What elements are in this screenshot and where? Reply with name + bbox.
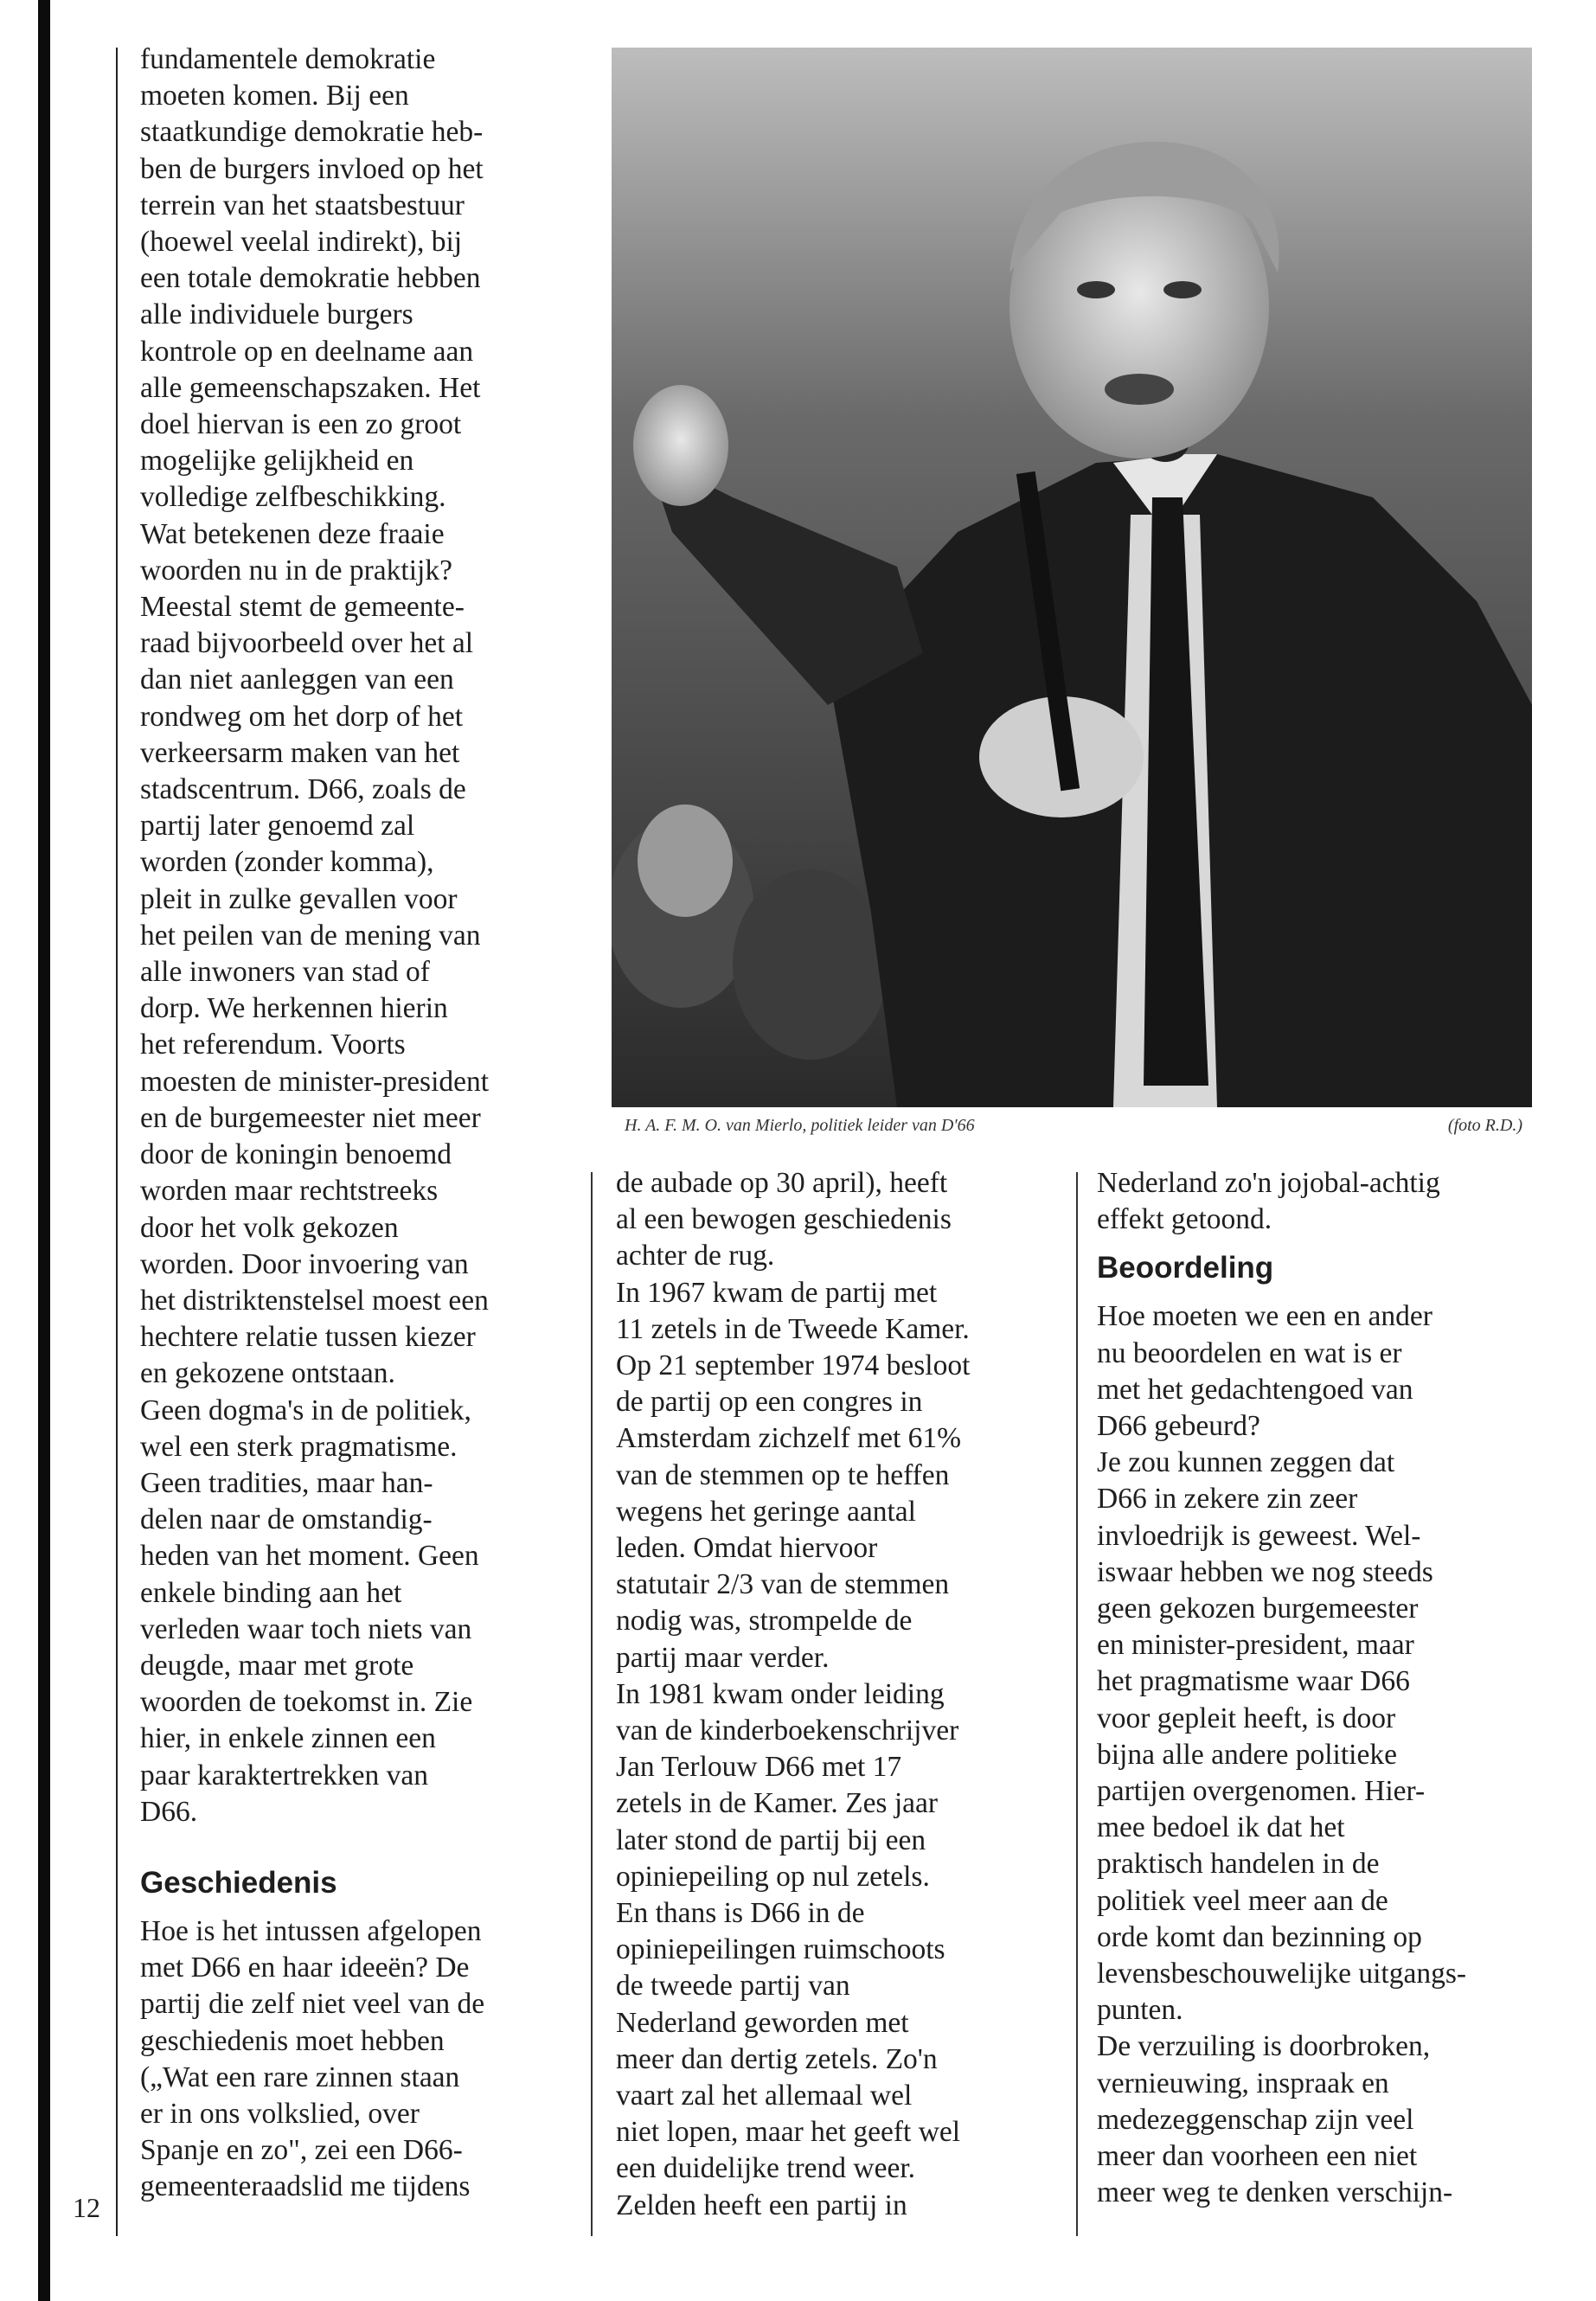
text-line: meer dan dertig zetels. Zo'n [616,2042,938,2075]
text-line: Nederland geworden met [616,2006,909,2039]
text-line: worden (zonder komma), [140,846,434,879]
text-line: Je zou kunnen zeggen dat [1097,1446,1395,1479]
text-line: De verzuiling is doorbroken, [1097,2030,1431,2063]
text-line: hechtere relatie tussen kiezer [140,1321,476,1354]
text-line: („Wat een rare zinnen staan [140,2061,460,2093]
text-line: En thans is D66 in de [616,1897,865,1930]
text-line: mee bedoel ik dat het [1097,1811,1345,1844]
text-line: orde komt dan bezinning op [1097,1920,1422,1953]
text-line: effekt getoond. [1097,1203,1272,1236]
text-line: en de burgemeester niet meer [140,1101,481,1134]
text-line: D66. [140,1795,198,1828]
text-line: en minister-president, maar [1097,1629,1414,1662]
text-line: stadscentrum. D66, zoals de [140,773,466,806]
text-line: mogelijke gelijkheid en [140,445,414,478]
text-line: vaart zal het allemaal wel [616,2080,913,2112]
text-line: praktisch handelen in de [1097,1848,1380,1881]
text-line: Hoe is het intussen afgelopen [140,1914,482,1947]
page-number: 12 [73,2192,100,2223]
text-line: het referendum. Voorts [140,1029,406,1061]
column-3-body-bottom [1097,1298,1547,2211]
text-line: terrein van het staatsbestuur [140,189,465,221]
column-rule-middle [591,1172,593,2236]
column-rule-left [116,48,118,2236]
text-line: achter de rug. [616,1240,775,1272]
text-line: van de kinderboekenschrijver [616,1715,959,1747]
text-line: doel hiervan is een zo groot [140,408,462,441]
section-heading-geschiedenis: Geschiedenis [140,1865,337,1900]
text-line: politiek veel meer aan de [1097,1884,1388,1917]
text-line: raad bijvoorbeeld over het al [140,627,474,660]
text-line: wel een sterk pragmatisme. [140,1430,458,1463]
section-heading-beoordeling: Beoordeling [1097,1251,1274,1285]
column-2-body [616,1165,1048,2224]
text-line: het peilen van de mening van [140,919,481,952]
text-line: alle gemeenschapszaken. Het [140,371,481,404]
text-line: geschiedenis moet hebben [140,2024,445,2057]
text-line: partij die zelf niet veel van de [140,1988,485,2021]
text-line: enkele binding aan het [140,1576,402,1609]
text-line: wegens het geringe aantal [616,1495,916,1528]
text-line: een duidelijke trend weer. [616,2152,916,2185]
page-binding-edge [38,0,50,2301]
text-line: Hoe moeten we een en ander [1097,1300,1433,1333]
portrait-photo [612,48,1532,1107]
text-line: door het volk gekozen [140,1211,399,1244]
text-line: dorp. We herkennen hierin [140,992,448,1025]
text-line: er in ons volkslied, over [140,2097,420,2130]
column-3-body-top [1097,1165,1547,1238]
speaker-photo-illustration [612,48,1532,1107]
text-line: meer weg te denken verschijn- [1097,2176,1453,2209]
text-line: Jan Terlouw D66 met 17 [616,1751,902,1784]
text-line: woorden de toekomst in. Zie [140,1686,473,1719]
column-1-body-bottom [140,1913,573,2206]
text-line: partijen overgenomen. Hier- [1097,1775,1426,1808]
text-line: alle inwoners van stad of [140,956,430,989]
text-line: partij later genoemd zal [140,810,415,843]
text-line: Wat betekenen deze fraaie [140,517,445,550]
text-line: worden maar rechtstreeks [140,1175,439,1208]
photo-caption: H. A. F. M. O. van Mierlo, politiek leider van D'66 [625,1116,975,1135]
text-line: deugde, maar met grote [140,1649,414,1682]
text-line: delen naar de omstandig- [140,1503,433,1536]
text-line: partij maar verder. [616,1641,830,1674]
text-line: pleit in zulke gevallen voor [140,882,458,915]
text-line: worden. Door invoering van [140,1247,469,1280]
text-line: en gekozene ontstaan. [140,1357,395,1390]
text-line: opiniepeiling op nul zetels. [616,1860,930,1893]
text-line: verleden waar toch niets van [140,1612,472,1645]
text-line: voor gepleit heeft, is door [1097,1702,1396,1734]
text-line: de aubade op 30 april), heeft [616,1167,948,1199]
text-line: verkeersarm maken van het [140,736,460,769]
text-line: volledige zelfbeschikking. [140,481,446,514]
text-line: door de koningin benoemd [140,1138,452,1171]
text-line: bijna alle andere politieke [1097,1738,1397,1771]
text-line: statutair 2/3 van de stemmen [616,1568,950,1601]
text-line: alle individuele burgers [140,298,413,331]
text-line: woorden nu in de praktijk? [140,554,452,586]
text-line: de partij op een congres in [616,1386,923,1419]
text-line: geen gekozen burgemeester [1097,1593,1419,1625]
text-line: 11 zetels in de Tweede Kamer. [616,1312,970,1345]
text-line: medezeggenschap zijn veel [1097,2103,1414,2136]
text-line: fundamentele demokratie [140,43,436,75]
text-line: later stond de partij bij een [616,1823,926,1856]
text-line: moeten komen. Bij een [140,80,409,112]
text-line: Zelden heeft een partij in [616,2189,907,2221]
article-column-3 [1097,1165,1547,2211]
text-line: al een bewogen geschiedenis [616,1203,952,1236]
text-line: levensbeschouwelijke uitgangs- [1097,1958,1467,1990]
column-rule-right [1076,1172,1078,2236]
text-line: de tweede partij van [616,1970,850,2003]
text-line: vernieuwing, inspraak en [1097,2067,1389,2099]
text-line: gemeenteraadslid me tijdens [140,2170,471,2203]
text-line: Geen tradities, maar han- [140,1466,433,1499]
text-line: leden. Omdat hiervoor [616,1532,878,1565]
photo-credit: (foto R.D.) [1447,1116,1522,1135]
text-line: paar karaktertrekken van [140,1759,428,1791]
column-1-body-top [140,42,573,1830]
text-line: (hoewel veelal indirekt), bij [140,226,463,259]
text-line: In 1981 kwam onder leiding [616,1677,945,1710]
text-line: zetels in de Kamer. Zes jaar [616,1787,939,1820]
text-line: van de stemmen op te heffen [616,1458,950,1491]
text-line: nodig was, strompelde de [616,1605,913,1638]
text-line: punten. [1097,1994,1183,2027]
text-line: Geen dogma's in de politiek, [140,1394,471,1426]
text-line: D66 in zekere zin zeer [1097,1483,1358,1516]
text-line: meer dan voorheen een niet [1097,2140,1418,2173]
text-line: Amsterdam zichzelf met 61% [616,1422,962,1455]
text-line: Meestal stemt de gemeente- [140,591,465,624]
text-line: een totale demokratie hebben [140,262,481,295]
text-line: niet lopen, maar het geeft wel [616,2116,961,2149]
text-line: met het gedachtengoed van [1097,1373,1413,1406]
text-line: D66 gebeurd? [1097,1410,1260,1443]
text-line: heden van het moment. Geen [140,1540,479,1573]
text-line: moesten de minister-president [140,1065,490,1098]
text-line: invloedrijk is geweest. Wel- [1097,1519,1421,1552]
text-line: met D66 en haar ideeën? De [140,1952,470,1984]
text-line: rondweg om het dorp of het [140,700,464,733]
text-line: dan niet aanleggen van een [140,663,454,696]
text-line: Spanje en zo", zei een D66- [140,2134,463,2167]
text-line: opiniepeilingen ruimschoots [616,1933,945,1966]
text-line: nu beoordelen en wat is er [1097,1336,1402,1369]
text-line: het pragmatisme waar D66 [1097,1665,1410,1698]
text-line: In 1967 kwam de partij met [616,1276,938,1309]
text-line: Nederland zo'n jojobal-achtig [1097,1167,1440,1199]
text-line: Op 21 september 1974 besloot [616,1349,971,1382]
text-line: het distriktenstelsel moest een [140,1284,489,1317]
text-line: staatkundige demokratie heb- [140,116,484,149]
article-column-2 [616,1165,1048,2224]
text-line: iswaar hebben we nog steeds [1097,1555,1433,1588]
text-line: hier, in enkele zinnen een [140,1722,436,1755]
text-line: kontrole op en deelname aan [140,335,474,368]
text-line: ben de burgers invloed op het [140,152,484,185]
article-column-1 [140,42,573,2206]
